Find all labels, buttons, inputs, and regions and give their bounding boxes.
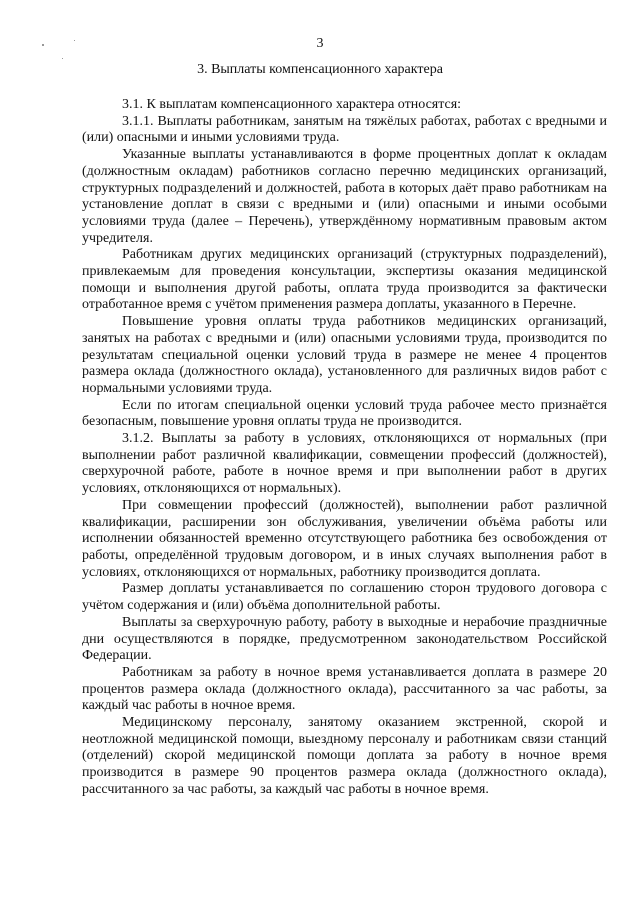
- paragraph: Медицинскому персоналу, занятому оказанием экстренной, скорой и неотложной медицинской помощи, выездному персоналу и работникам связи станций (отделений) скорой медицинской помощи доплата за работу в ночное время производится в размере 90 процентов размера оклада (должностного оклада), рассчитанного за час работы, за каждый час работы в ночное время.: [82, 715, 607, 797]
- paragraph: Работникам за работу в ночное время устанавливается доплата в размере 20 процентов размера оклада (должностного оклада), рассчитанного за час работы, за каждый час работы в ночное время.: [82, 664, 607, 714]
- page-number: 3: [316, 36, 324, 51]
- paragraph: 3.1.1. Выплаты работникам, занятым на тяжёлых работах, работах с вредными и (или) опасными и иными условиями труда.: [82, 113, 607, 146]
- paragraph: Если по итогам специальной оценки условий труда рабочее место признаётся безопасным, повышение уровня оплаты труда не производится.: [82, 397, 607, 430]
- paragraph: Выплаты за сверхурочную работу, работу в выходные и нерабочие праздничные дни осуществляются в порядке, предусмотренном законодательством Российской Федерации.: [82, 614, 607, 664]
- paragraph: Повышение уровня оплаты труда работников медицинских организаций, занятых на работах с вредными и (или) опасными условиями труда, производится по результатам специальной оценки условий труда в размере не менее 4 процентов размера оклада (должностного оклада), установленного для различных видов работ с нормальными условиями труда.: [82, 314, 607, 396]
- paragraph: Указанные выплаты устанавливаются в форме процентных доплат к окладам (должностным окладам) работников согласно перечню медицинских организаций, структурных подразделений и должностей, работа в которых даёт право работникам на установление доплат в связи с вредными и (или) опасными и иными особыми условиями труда (далее – Перечень), утверждённому нормативным правовым актом учредителя.: [82, 147, 607, 246]
- paragraph: Размер доплаты устанавливается по соглашению сторон трудового договора с учётом содержания и (или) объёма дополнительной работы.: [82, 581, 607, 614]
- document-body: [82, 97, 607, 799]
- paragraph: 3.1. К выплатам компенсационного характера относятся:: [122, 97, 462, 112]
- paragraph: При совмещении профессий (должностей), выполнении работ различной квалификации, расширении зон обслуживания, увеличении объёма работы или исполнении обязанностей временно отсутствующего работника без освобождения от работы, определённой трудовым договором, и в иных случаях выполнения работ в условиях, отклоняющихся от нормальных, работнику производится доплата.: [82, 497, 607, 580]
- paragraph: 3.1.2. Выплаты за работу в условиях, отклоняющихся от нормальных (при выполнении работ различной квалификации, совмещении профессий (должностей), сверхурочной работе, работе в ночное время и при выполнении работ в других условиях, отклоняющихся от нормальных).: [82, 431, 607, 497]
- paragraph: Работникам других медицинских организаций (структурных подразделений), привлекаемым для проведения консультации, экспертизы оказания медицинской помощи и выполнения другой работы, оплата труда производится за фактически отработанное время с учётом применения размера доплаты, указанного в Перечне.: [82, 247, 607, 313]
- section-title: 3. Выплаты компенсационного характера: [197, 62, 443, 77]
